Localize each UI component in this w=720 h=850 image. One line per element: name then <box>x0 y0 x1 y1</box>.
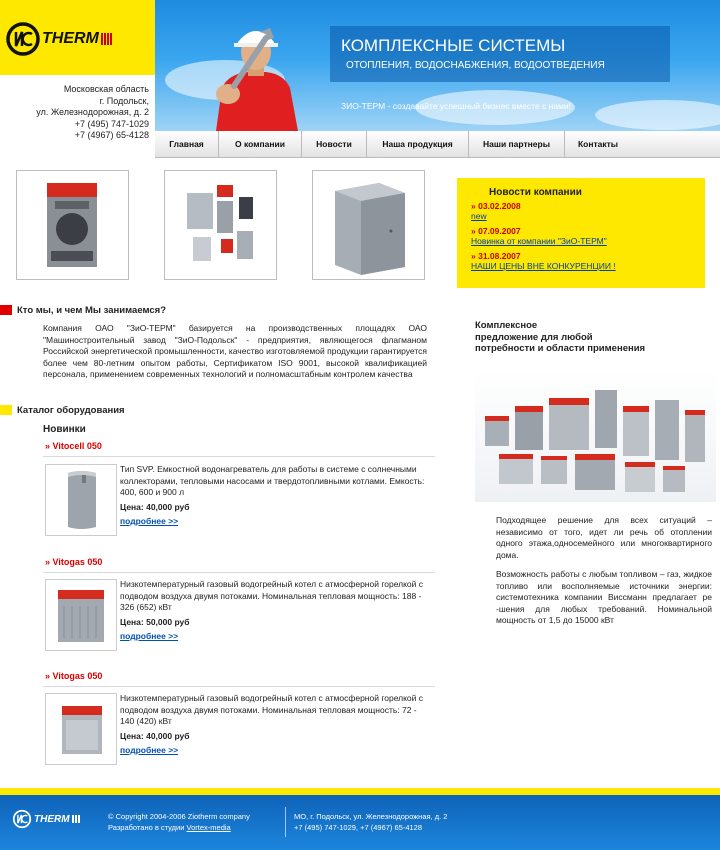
catalog-item-price: Цена: 40,000 руб <box>120 731 190 741</box>
footer-stripe <box>0 788 720 795</box>
address-line: г. Подольск, <box>99 95 149 106</box>
boiler-exploded-icon <box>165 171 276 279</box>
news-link[interactable]: Новинка от компании "ЗиО-ТЕРМ" <box>471 236 607 246</box>
catalog-item-desc: Низкотемпературный газовый водогрейный котел с атмосферной горелкой с подводом воздуха двумя потоками. Номинальная тепловая мощность: 72 - 140 (420) кВт <box>120 693 423 726</box>
product-thumb-boiler-open[interactable] <box>16 170 129 280</box>
news-bullet-icon: » <box>471 226 479 236</box>
equipment-range-image <box>475 370 716 502</box>
footer-logo-bars-icon <box>72 815 80 823</box>
catalog-title: Каталог оборудования <box>17 405 125 416</box>
news-panel <box>457 178 705 288</box>
footer <box>0 795 720 850</box>
main-nav <box>155 131 720 158</box>
catalog-item-image[interactable] <box>45 693 117 765</box>
news-title: Новости компании <box>489 187 582 198</box>
vitogas-icon <box>46 580 116 650</box>
catalog-item-price: Цена: 50,000 руб <box>120 617 190 627</box>
section-marker-red <box>0 305 12 315</box>
news-date <box>471 251 691 261</box>
footer-logo-text: THERM <box>34 813 70 825</box>
address-phone: +7 (4967) 65-4128 <box>74 130 149 140</box>
nav-item-home[interactable]: Главная <box>155 131 219 157</box>
vitocell-icon <box>46 465 116 535</box>
zio-emblem-icon <box>12 809 32 829</box>
item-name-text: Vitocell 050 <box>52 441 102 451</box>
news-bullet-icon: » <box>471 251 479 261</box>
catalog-item-image[interactable] <box>45 464 117 536</box>
header-address <box>0 84 149 142</box>
header-banner <box>155 0 720 131</box>
offer-title-line: предложение для любой <box>475 331 593 343</box>
product-thumb-water-heater[interactable] <box>312 170 425 280</box>
logo-text: THERM <box>42 30 99 47</box>
item-bullet-icon: » <box>45 557 53 567</box>
footer-studio-link[interactable]: Vortex-media <box>186 823 231 832</box>
news-date-value: 31.08.2007 <box>478 251 521 261</box>
divider <box>43 572 435 573</box>
item-name-text: Vitogas 050 <box>52 671 103 681</box>
logo-bars-icon <box>101 33 112 45</box>
item-name-text: Vitogas 050 <box>52 557 103 567</box>
product-thumb-boiler-exploded[interactable] <box>164 170 277 280</box>
catalog-item-desc: Тип SVP. Емкостной водонагреватель для работы в системе с солнечными коллекторами, тепловыми насосами и твердотопливными котлами. Емкость: 400, 600 и 900 л <box>120 464 425 497</box>
about-title: Кто мы, и чем Мы занимаемся? <box>17 305 167 316</box>
section-marker-yellow <box>0 405 12 415</box>
offer-para-1: Подходящее решение для всех ситуаций – независимо от того, идет ли речь об отоплении одного этажа,односемейного или многоквартирного дома. <box>496 515 712 560</box>
address-line: ул. Железнодорожная, д. 2 <box>36 107 149 117</box>
catalog-item-name[interactable] <box>45 671 102 681</box>
footer-address: МО, г. Подольск, ул. Железнодорожная, д. 2 <box>294 812 448 821</box>
divider <box>43 686 435 687</box>
banner-title: КОМПЛЕКСНЫЕ СИСТЕМЫ <box>341 36 566 55</box>
footer-studio <box>108 822 250 833</box>
logo-area <box>0 0 155 75</box>
catalog-new-label: Новинки <box>43 424 86 435</box>
news-date-value: 03.02.2008 <box>478 201 521 211</box>
item-bullet-icon: » <box>45 671 53 681</box>
footer-copyright: © Copyright 2004-2006 Ziotherm company <box>108 812 250 821</box>
water-heater-icon <box>313 171 424 279</box>
catalog-item-name[interactable] <box>45 441 102 451</box>
item-bullet-icon: » <box>45 441 53 451</box>
offer-title-line: Комплексное <box>475 320 538 331</box>
equipment-lineup-icon <box>475 370 716 502</box>
vitogas-small-icon <box>46 694 116 764</box>
boiler-open-icon <box>17 171 128 279</box>
nav-item-partners[interactable]: Наши партнеры <box>469 131 565 157</box>
footer-studio-prefix: Разработано в студии <box>108 823 187 832</box>
banner-slogan: ЗИО-ТЕРМ - создавайте успешный бизнес вместе с нами! <box>341 101 572 111</box>
news-bullet-icon: » <box>471 201 479 211</box>
nav-item-news[interactable]: Новости <box>302 131 367 157</box>
offer-para-2: Возможность работы с любым топливом – газ, жидкое топливо или восполняемые источники энергии: системотехника компании Виссманн предлагает ре -шения для любых требований. Номинальной мощность от 1,5 до 15000 кВт <box>496 569 712 625</box>
address-phone: +7 (495) 747-1029 <box>74 118 149 129</box>
offer-title <box>475 320 645 355</box>
nav-item-contacts[interactable]: Контакты <box>577 139 619 149</box>
catalog-item-price: Цена: 40,000 руб <box>120 502 190 512</box>
catalog-item-more-link[interactable]: подробнее >> <box>120 516 179 526</box>
footer-logo[interactable] <box>12 809 80 829</box>
catalog-item-desc: Низкотемпературный газовый водогрейный котел с атмосферной горелкой с подводом воздуха двумя потоками. Номинальная тепловая мощность: 188 - 326 (652) кВт <box>120 579 423 612</box>
nav-item-about[interactable]: О компании <box>219 131 302 157</box>
news-date <box>471 201 691 211</box>
nav-item-products[interactable]: Наша продукция <box>367 131 469 157</box>
catalog-item-more-link[interactable]: подробнее >> <box>120 745 179 755</box>
catalog-item-more-link[interactable]: подробнее >> <box>120 631 179 641</box>
address-line: Московская область <box>63 84 149 94</box>
divider <box>43 456 435 457</box>
footer-copyright-block <box>108 811 250 833</box>
offer-title-line: потребности и области применения <box>475 343 646 354</box>
about-text: Компания ОАО "ЗиО-ТЕРМ" базируется на производственных площадях ОАО "Машиностроительный завод "ЗиО-Подольск" - предприятия, являющегося флагманом Российской энергетической промышленности, качество изготовляемой продукции гарантируется более чем 80-летним опытом работы, Сертификатом ISO 9001, высокой квалификацией персонала, применением современных технологий и полномасштабным контролем качества <box>43 323 427 379</box>
catalog-item-name[interactable] <box>45 557 102 567</box>
worker-with-wrench-image <box>208 18 303 131</box>
news-link[interactable]: new <box>471 211 487 221</box>
zio-emblem-icon <box>6 22 40 56</box>
footer-phones: +7 (495) 747-1029, +7 (4967) 65-4128 <box>294 823 423 832</box>
news-link[interactable]: НАШИ ЦЕНЫ ВНЕ КОНКУРЕНЦИИ ! <box>471 261 616 271</box>
footer-separator <box>285 807 286 837</box>
news-date-value: 07.09.2007 <box>478 226 521 236</box>
news-date <box>471 226 691 236</box>
catalog-item-image[interactable] <box>45 579 117 651</box>
banner-subtitle: ОТОПЛЕНИЯ, ВОДОСНАБЖЕНИЯ, ВОДООТВЕДЕНИЯ <box>346 60 605 71</box>
footer-contacts <box>294 811 447 833</box>
logo[interactable] <box>6 22 112 56</box>
